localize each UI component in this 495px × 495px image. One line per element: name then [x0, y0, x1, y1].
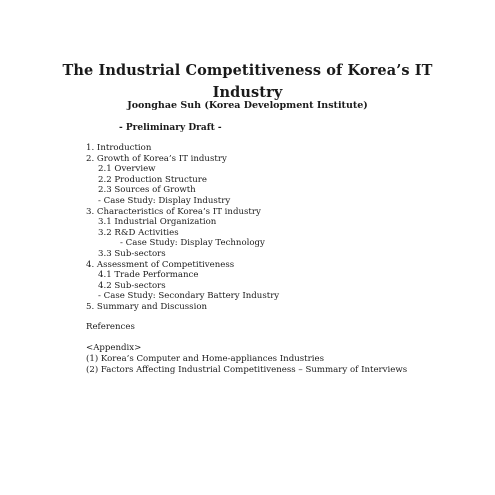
- toc-item: 4.2 Sub-sectors: [98, 280, 166, 291]
- toc-item: 2.1 Overview: [98, 164, 156, 175]
- toc-item: 5. Summary and Discussion: [86, 301, 208, 312]
- toc-item: 3.3 Sub-sectors: [98, 248, 166, 259]
- appendix-item: (2) Factors Affecting Industrial Competitiveness – Summary of Interviews: [86, 364, 408, 375]
- appendix-item: (1) Korea’s Computer and Home-appliances Industries: [86, 353, 324, 364]
- toc-item: - Case Study: Display Industry: [98, 195, 231, 206]
- references-heading: References: [86, 322, 135, 332]
- toc-item: 3. Characteristics of Korea’s IT industry: [86, 206, 261, 217]
- toc-item: 2.3 Sources of Growth: [98, 185, 196, 196]
- table-of-contents: [86, 143, 279, 313]
- toc-item: 3.2 R&D Activities: [98, 227, 179, 238]
- author-line: Joonghae Suh (Korea Development Institute): [127, 100, 368, 111]
- appendix-list: [86, 343, 407, 375]
- draft-label: - Preliminary Draft -: [119, 123, 222, 133]
- toc-item: 2.2 Production Structure: [98, 174, 207, 185]
- toc-item: 4.1 Trade Performance: [98, 270, 199, 281]
- toc-item: - Case Study: Display Technology: [120, 238, 265, 249]
- appendix-heading: <Appendix>: [86, 343, 142, 353]
- toc-item: 1. Introduction: [86, 143, 152, 153]
- toc-item: 3.1 Industrial Organization: [98, 217, 217, 228]
- title-line-2: Industry: [212, 84, 283, 101]
- toc-item: - Case Study: Secondary Battery Industry: [98, 291, 280, 302]
- toc-item: 4. Assessment of Competitiveness: [86, 259, 235, 270]
- title-line-1: The Industrial Competitiveness of Korea’s IT: [62, 62, 433, 79]
- toc-item: 2. Growth of Korea’s IT industry: [86, 153, 227, 164]
